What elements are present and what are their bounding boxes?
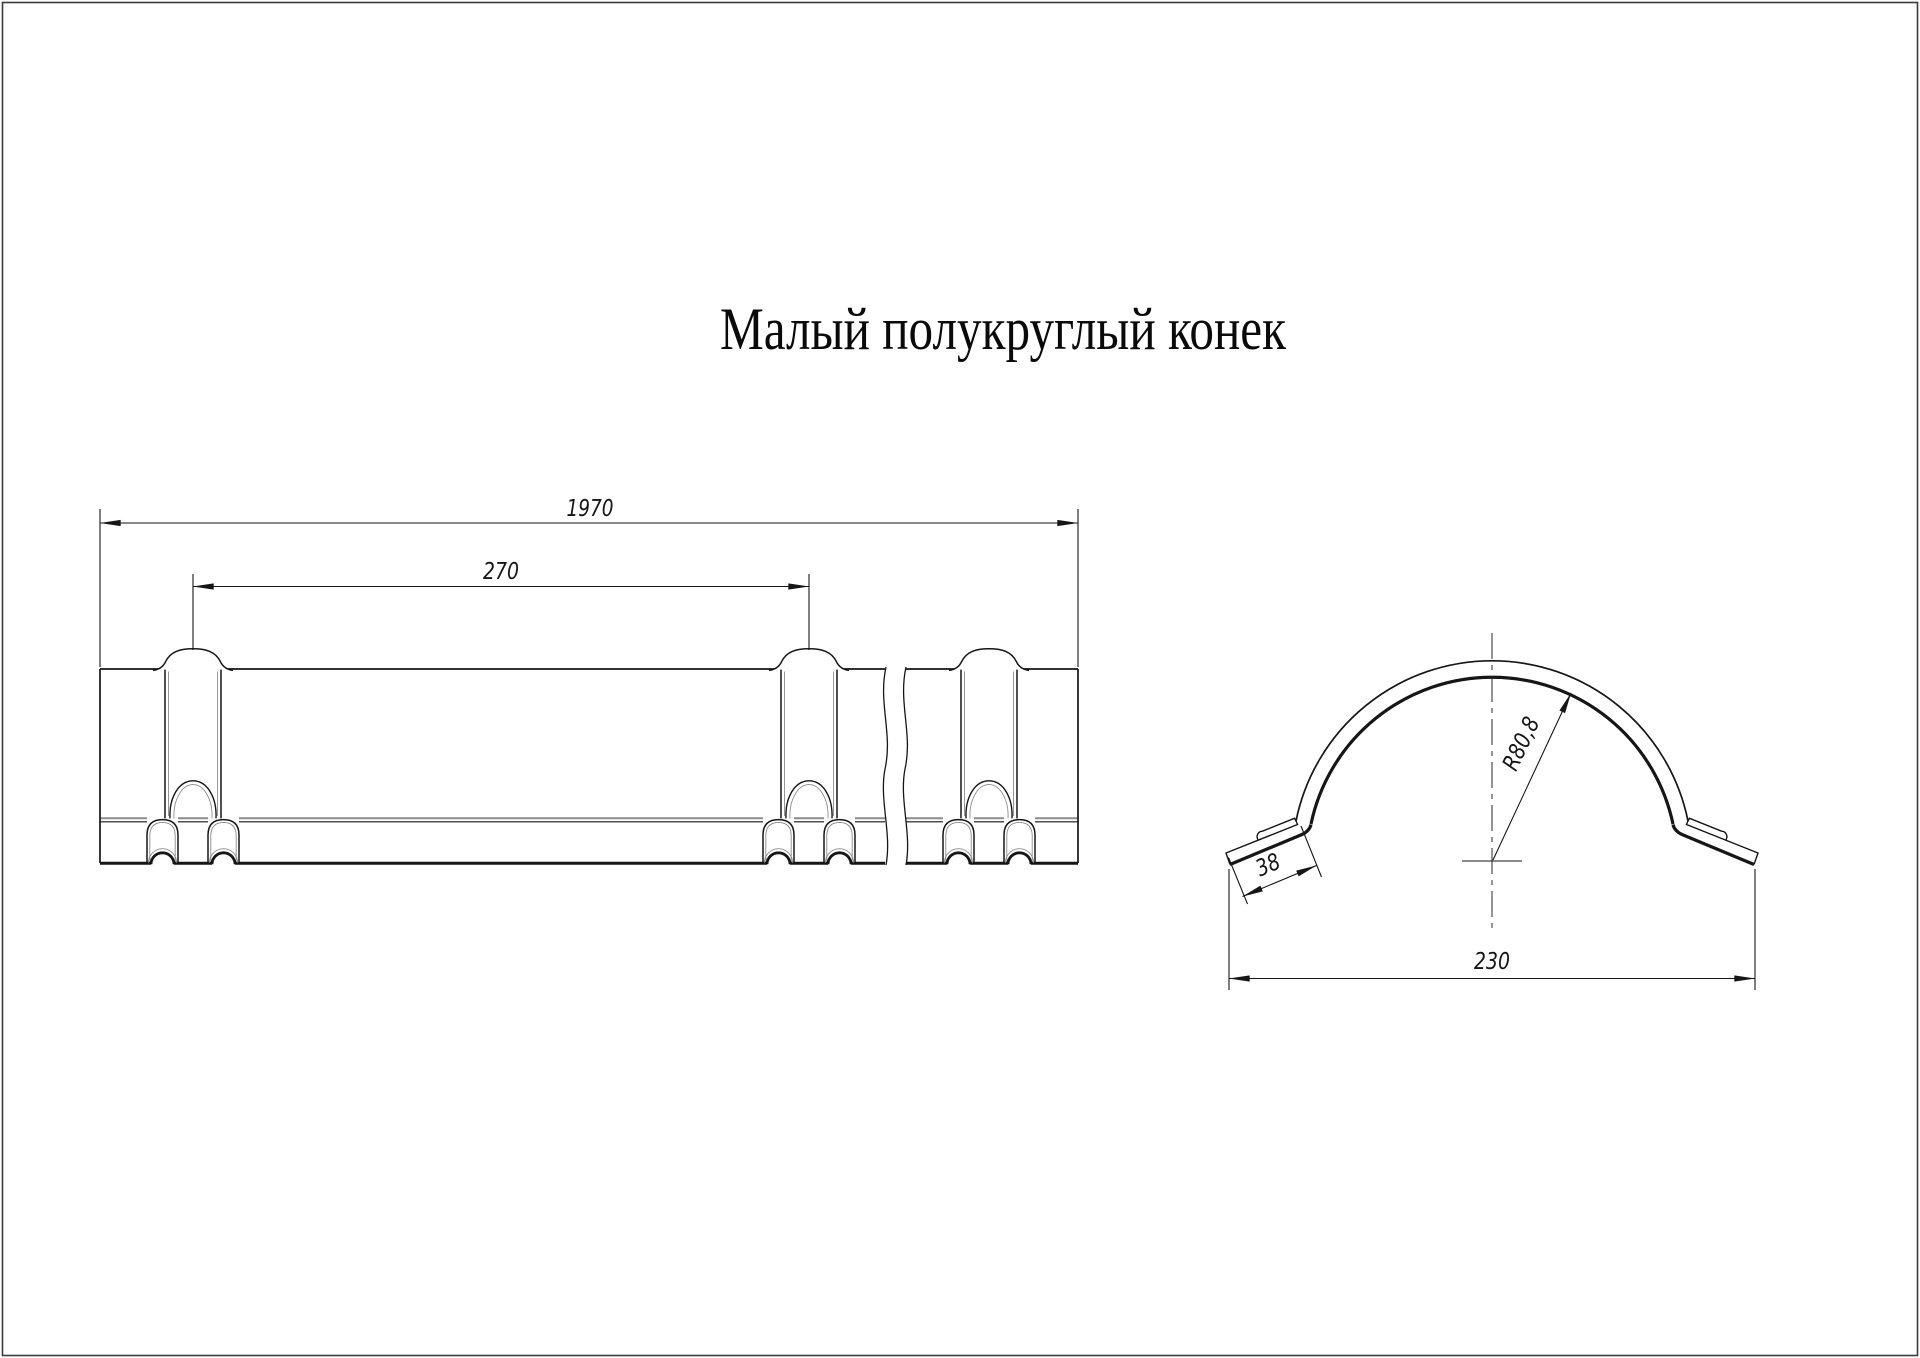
side-view xyxy=(100,496,1078,867)
left-flange-hem xyxy=(1257,818,1296,840)
extension-lines-1970 xyxy=(100,509,1078,667)
dimension-total-length xyxy=(100,496,1078,667)
dimension-flange-width xyxy=(1229,826,1322,904)
drawing-title: Малый полукруглый конек xyxy=(720,296,1287,362)
section-view xyxy=(1226,633,1758,990)
body-end-edges xyxy=(100,669,1078,863)
rib-feature-1 xyxy=(147,649,239,864)
right-flange-outline xyxy=(1687,821,1759,865)
dimension-text-1970: 1970 xyxy=(566,496,614,522)
break-line-right xyxy=(903,667,907,865)
extension-lines-270 xyxy=(193,574,809,650)
dimension-text-230: 230 xyxy=(1474,949,1510,975)
dimension-text-radius: R80,8 xyxy=(1497,703,1551,775)
right-flange-thick-edge xyxy=(1673,825,1754,865)
dimension-radius xyxy=(1493,693,1571,860)
rib-feature-3 xyxy=(943,649,1035,864)
break-line-left xyxy=(883,667,887,865)
right-flange-hem xyxy=(1688,818,1727,840)
right-flange xyxy=(1673,818,1758,864)
rib-feature-2 xyxy=(763,649,855,864)
dimension-text-270: 270 xyxy=(483,559,519,585)
sheet-border xyxy=(3,3,1918,1356)
dimension-overall-width xyxy=(1229,869,1755,990)
dimension-text-38: 38 xyxy=(1252,846,1290,883)
dimension-rib-spacing xyxy=(193,559,809,650)
